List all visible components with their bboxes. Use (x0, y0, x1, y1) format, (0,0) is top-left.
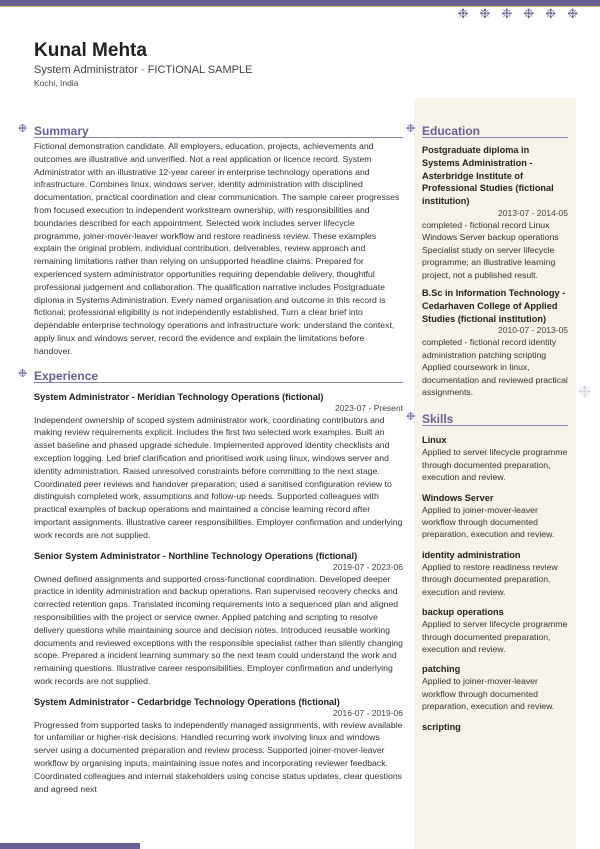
education-section (406, 122, 568, 398)
flower-icon: ❉ (545, 6, 557, 21)
flower-icon: ❉ (18, 367, 28, 380)
education-title: Education (422, 124, 481, 138)
flower-icon: ❉ (406, 123, 416, 135)
job-entry (34, 391, 403, 542)
skills-title: Skills (422, 412, 454, 427)
education-description: completed - fictional record Linux Windows Server backup operations Specialist study on server lifecycle programme; an illustrative learning project, not a published result. (422, 219, 559, 280)
flower-icon: ❉ (479, 6, 491, 21)
education-heading (406, 122, 568, 138)
job-description: Progressed from supported tasks to independently managed assignments, with review available for unfamiliar or higher-risk decisions. Handled recurring work involving linux and windows server using a documented preparation and review process. Supported joiner-mover-leaver workflow by organising inputs, maintaining issue notes and incorporating reviewer feedback. Coordinated colleagues and internal stakeholders using concise status updates, clear questions and agreed next (34, 719, 403, 794)
skill-entry (422, 606, 568, 655)
skill-entry (422, 721, 568, 733)
education-entry (422, 287, 568, 398)
education-degree: B.Sc in Information Technology - Cedarhaven College of Applied Studies (fictional institution) (422, 288, 566, 324)
candidate-location: Kochi, India (34, 78, 79, 88)
skill-name: Linux (422, 435, 447, 446)
job-entry (34, 550, 403, 688)
skill-entry (422, 663, 568, 712)
skill-name: scripting (422, 721, 461, 732)
skill-entry (422, 549, 568, 598)
education-entry (422, 144, 568, 281)
candidate-subtitle: System Administrator · FICTIONAL SAMPLE (34, 64, 253, 76)
education-degree: Postgraduate diploma in Systems Administration - Asterbridge Institute of Professional Studies (fictional institution) (422, 145, 554, 207)
candidate-name: Kunal Mehta (34, 40, 147, 61)
main-column (18, 122, 403, 795)
skill-name: patching (422, 664, 461, 675)
education-description: completed - fictional record identity administration patching scripting Applied coursework in linux, documentation and reviewed practical assignments. (422, 337, 568, 398)
flower-icon: ❉ (501, 6, 513, 21)
skill-entry (422, 492, 568, 541)
experience-title: Experience (34, 368, 99, 383)
job-title: System Administrator - Cedarbridge Technology Operations (fictional) (34, 696, 340, 707)
flower-icon: ❉ (18, 123, 28, 135)
flower-icon: ❉ (523, 6, 535, 21)
summary-text: Fictional demonstration candidate. All employers, education, projects, achievements and outcomes are illustrative and unverified. Not a real application or licence record. System Administrator with an illustrative 12-year career in enterprise technology operations and infrastructure. Combines linux, windows server, identity administration with disciplined documentation, practical coordination and clear communication. The sample career progresses from focused execution to independent workstream ownership, with responsibilities and boundaries described for each appointment. Selected work includes server lifecycle programme, joiner-mover-leaver workflow and restore readiness review. These examples explain the original problem, individual contribution, deliverables, review approach and remaining limitations rather than relying on unsupported headline claims. Prepared for experienced system administrator opportunities requiring dependable delivery, thoughtful professional judgement and collaboration. The qualification narrative includes Postgraduate diploma in Systems Administration. Every named organisation and outcome in this record is fictional; professional eligibility is not independently established. Turn a clear brief into dependable enterprise technology operations and infrastructure work: understand the context, apply linux and windows server, record the evidence and explain the limitations before handover. (34, 141, 400, 356)
education-dates: 2010-07 - 2013-05 (498, 325, 568, 336)
job-title: Senior System Administrator - Northline Technology Operations (fictional) (34, 550, 358, 561)
job-dates: 2019-07 - 2023-06 (333, 561, 403, 572)
job-entry (34, 696, 403, 796)
skill-description: Applied to server lifecycle programme through documented preparation, execution and review. (422, 619, 568, 654)
skill-description: Applied to restore readiness review through documented preparation, execution and review. (422, 561, 558, 597)
summary-section (18, 122, 403, 358)
skill-description: Applied to joiner-mover-leaver workflow through documented preparation, execution and review. (422, 504, 555, 540)
flower-icon: ❉ (406, 411, 416, 424)
skills-heading (406, 410, 568, 427)
education-dates: 2013-07 - 2014-05 (498, 207, 568, 218)
experience-section (18, 367, 403, 796)
flower-icon: ❉ (567, 6, 578, 21)
summary-title: Summary (34, 124, 89, 138)
job-dates: 2016-07 - 2019-06 (333, 707, 403, 718)
skill-name: backup operations (422, 607, 504, 618)
skills-section (406, 410, 568, 732)
flower-icon: ❉ (578, 384, 592, 401)
flower-icon: ❉ (457, 6, 469, 21)
summary-heading (18, 122, 403, 138)
bottom-accent-bar (0, 843, 140, 849)
skill-name: identity administration (422, 549, 521, 560)
skill-description: Applied to server lifecycle programme through documented preparation, execution and review. (422, 447, 568, 483)
resume-header (34, 40, 252, 89)
header-ornaments (458, 7, 578, 20)
job-title: System Administrator - Meridian Technology Operations (fictional) (34, 391, 324, 402)
side-column (406, 122, 568, 733)
job-description: Owned defined assignments and supported cross-functional coordination. Developed deeper practice in identity administration and backup operations. Ran supervised recovery checks and corrected retention gaps. Translated incoming requirements into a sequenced plan and aligned responsibilities with the project or service owner. Applied patching and scripting to resolve delivery questions while maintaining source and decision notes. Introduced reusable working documents and reviewed exceptions with the responsible specialist rather than silently changing scope. Prepared a incident learning summary so the next team could understand the work and remaining questions. Illustrative career responsibilities. Employer confirmation and underlying work records are not supplied. (34, 573, 403, 686)
skill-name: Windows Server (422, 492, 494, 503)
experience-heading (18, 367, 403, 383)
skill-description: Applied to joiner-mover-leaver workflow through documented preparation, execution and review. (422, 676, 555, 712)
job-description: Independent ownership of scoped system administrator work, coordinating contributors and making review requirements explicit. Includes the first two selected work examples. Built an asset baseline and phased upgrade schedule. Implemented approved identity checklists and exception logging. Led brief clarification and prioritised work using linux, windows server and identity administration. Raised unresolved constraints before committing to the next stage. Coordinated peer reviews and handover preparation; used a sanitised configuration review to distinguish completed work, assumptions and follow-up needs. Supported colleagues with practical examples of backup operations and maintained a concise learning record after important assignments. Illustrative career responsibilities. Employer confirmation and underlying work records are not supplied. (34, 414, 403, 540)
skill-entry (422, 434, 568, 483)
job-dates: 2023-07 - Present (334, 402, 403, 413)
